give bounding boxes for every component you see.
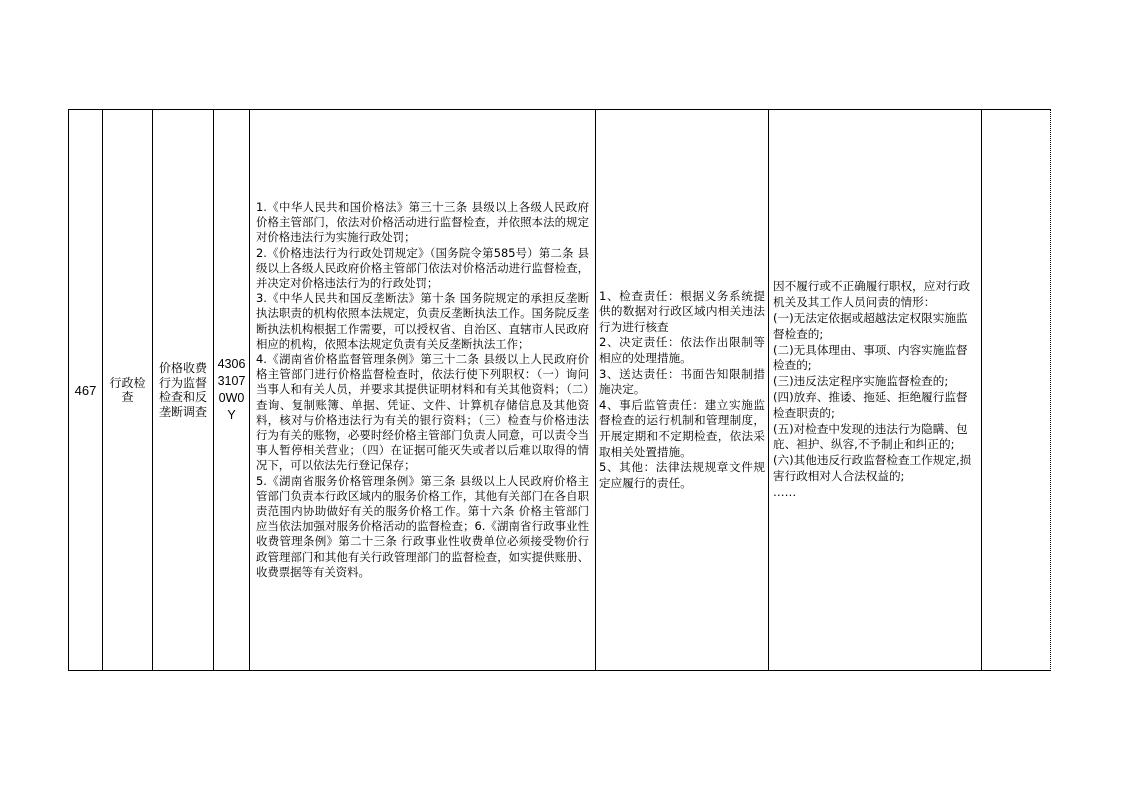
responsibility-item: 3、送达责任：书面告知限制措施决定。: [599, 366, 765, 397]
item-code-line: 3107: [217, 374, 246, 388]
accountability-item: (三)违反法定程序实施监督检查的;: [773, 374, 949, 389]
accountability-cell: [768, 109, 981, 671]
item-name-cell: [152, 109, 213, 671]
responsibility-item: 1、检查责任：根据义务系统提供的数据对行政区域内相关违法行为进行核查: [599, 288, 765, 334]
item-code: [218, 356, 246, 424]
category-cell: [102, 109, 152, 671]
accountability-item: (五)对检查中发现的违法行为隐瞒、包庇、袒护、纵容,不予制止和纠正的;: [773, 421, 968, 452]
row-number: 467: [74, 382, 97, 398]
responsibility-item: 4、事后监管责任：建立实施监督检查的运行机制和管理制度，开展定期和不定期检查，依法采取相关处置措施。: [599, 397, 765, 459]
accountability-item: (二)无具体理由、事项、内容实施监督检查的;: [773, 342, 968, 373]
table-row: [68, 109, 1051, 671]
category: 行政检查: [109, 375, 146, 404]
remarks-cell: [981, 109, 1051, 671]
legal-basis-item: 5.《湖南省服务价格管理条例》第三条 县级以上人民政府价格主管部门负责本行政区域内的服务价格工作，其他有关部门在各自职责范围内协助做好有关的服务价格工作。第十六条 价格主管部门应当依法加强对服务价格活动的监督检查；6.《湖南省行政事业性收费管理条例》第二十三条 行政事业性收费单位必须接受物价行政管理部门和其他有关行政管理部门的监督检查，如实提供账册、收费票据等有关资料。: [256, 473, 589, 579]
code-cell: [213, 109, 249, 671]
responsibility-item: 2、决定责任：依法作出限制等相应的处理措施。: [599, 335, 765, 366]
accountability-item: (六)其他违反行政监督检查工作规定,损害行政相对人合法权益的;: [773, 453, 972, 483]
legal-basis-item: 4.《湖南省价格监督管理条例》第三十二条 县级以上人民政府价格主管部门进行价格监督检查时，依法行使下列职权：（一）询问当事人和有关人员，并要求其提供证明材料和有关其他资料；（二）查询、复制账簿、单据、凭证、文件、计算机存储信息及其他资料，核对与价格违法行为有关的银行资料；（三）检查与价格违法行为有关的账物，必要时经价格主管部门负责人同意，可以责令当事人暂停相关营业；（四）在证据可能灭失或者以后难以取得的情况下，可以依法先行登记保存；: [256, 351, 589, 473]
legal-basis: [256, 200, 589, 580]
item-code-line: 0W0: [218, 391, 245, 405]
accountability: [773, 279, 977, 500]
row-number-cell: [68, 109, 102, 671]
legal-basis-item: 1.《中华人民共和国价格法》第三十三条 县级以上各级人民政府价格主管部门，依法对价格活动进行监督检查，并依照本法的规定对价格违法行为实施行政处罚；: [256, 199, 589, 245]
accountability-item: ……: [773, 484, 797, 499]
legal-basis-item: 3.《中华人民共和国反垄断法》第十条 国务院规定的承担反垄断执法职责的机构依照本法规定，负责反垄断执法工作。国务院反垄断执法机构根据工作需要，可以授权省、自治区、直辖市人民政府相应的机构，依照本法规定负责有关反垄断执法工作；: [256, 291, 589, 351]
item-name: 价格收费行为监督检查和反垄断调查: [158, 361, 207, 419]
legal-basis-cell: [249, 109, 595, 671]
legal-basis-item: 2.《价格违法行为行政处罚规定》（国务院令第585号）第二条 县级以上各级人民政府价格主管部门依法对价格活动进行监督检查，并决定对价格违法行为的行政处罚；: [256, 245, 589, 290]
accountability-item: 因不履行或不正确履行职权，应对行政机关及其工作人员问责的情形：: [773, 279, 971, 310]
responsibilities: [599, 289, 765, 492]
accountability-item: (一)无法定依据或超越法定权限实施监督检查的;: [773, 311, 968, 341]
responsibility-item: 5、其他：法律法规规章文件规定应履行的责任。: [599, 460, 765, 490]
item-code-line: Y: [227, 408, 236, 422]
accountability-item: (四)放弃、推诿、拖延、拒绝履行监督检查职责的;: [773, 390, 968, 420]
responsibility-cell: [595, 109, 768, 671]
item-code-line: 4306: [217, 357, 246, 371]
